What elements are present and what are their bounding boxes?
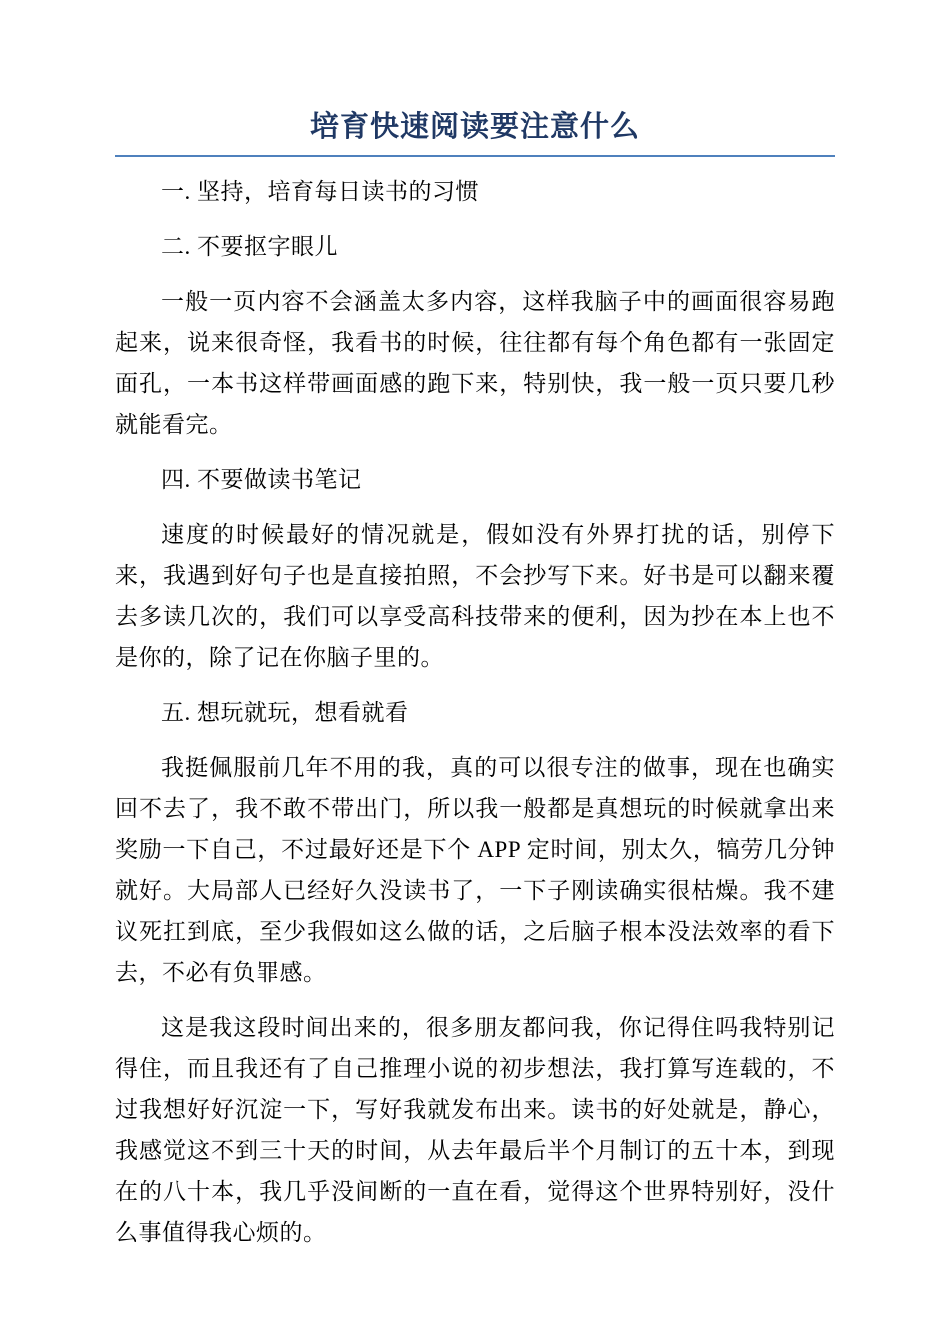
document-title: 培育快速阅读要注意什么: [115, 104, 835, 157]
body-paragraph-2: 速度的时候最好的情况就是，假如没有外界打扰的话，别停下来，我遇到好句子也是直接拍照，不会抄写下来。好书是可以翻来覆去多读几次的，我们可以享受高科技带来的便利，因为抄在本上也不是你的，除了记在你脑子里的。: [115, 522, 835, 670]
section-heading-2: 二. 不要抠字眼儿: [161, 234, 338, 259]
body-paragraph-3: 我挺佩服前几年不用的我，真的可以很专注的做事，现在也确实回不去了，我不敢不带出门，所以我一般都是真想玩的时候就拿出来奖励一下自己，不过最好还是下个 APP 定时间，别太久，犒劳几分钟就好。大局部人已经好久没读书了，一下子刚读确实很枯燥。我不建议死扛到底，至少我假如这么做的话，之后脑子根本没法效率的看下去，不必有负罪感。: [115, 755, 835, 985]
section-heading-5: 五. 想玩就玩，想看就看: [161, 700, 409, 725]
section-heading-1: 一. 坚持，培育每日读书的习惯: [161, 179, 479, 204]
body-paragraph-4: 这是我这段时间出来的，很多朋友都问我，你记得住吗我特别记得住，而且我还有了自己推理小说的初步想法，我打算写连载的，不过我想好好沉淀一下，写好我就发布出来。读书的好处就是，静心，我感觉这不到三十天的时间，从去年最后半个月制订的五十本，到现在的八十本，我几乎没间断的一直在看，觉得这个世界特别好，没什么事值得我心烦的。: [115, 1015, 835, 1245]
document-body: [115, 171, 835, 1253]
body-paragraph-1: 一般一页内容不会涵盖太多内容，这样我脑子中的画面很容易跑起来，说来很奇怪，我看书的时候，往往都有每个角色都有一张固定面孔，一本书这样带画面感的跑下来，特别快，我一般一页只要几秒就能看完。: [115, 289, 835, 437]
section-heading-4: 四. 不要做读书笔记: [161, 467, 362, 492]
